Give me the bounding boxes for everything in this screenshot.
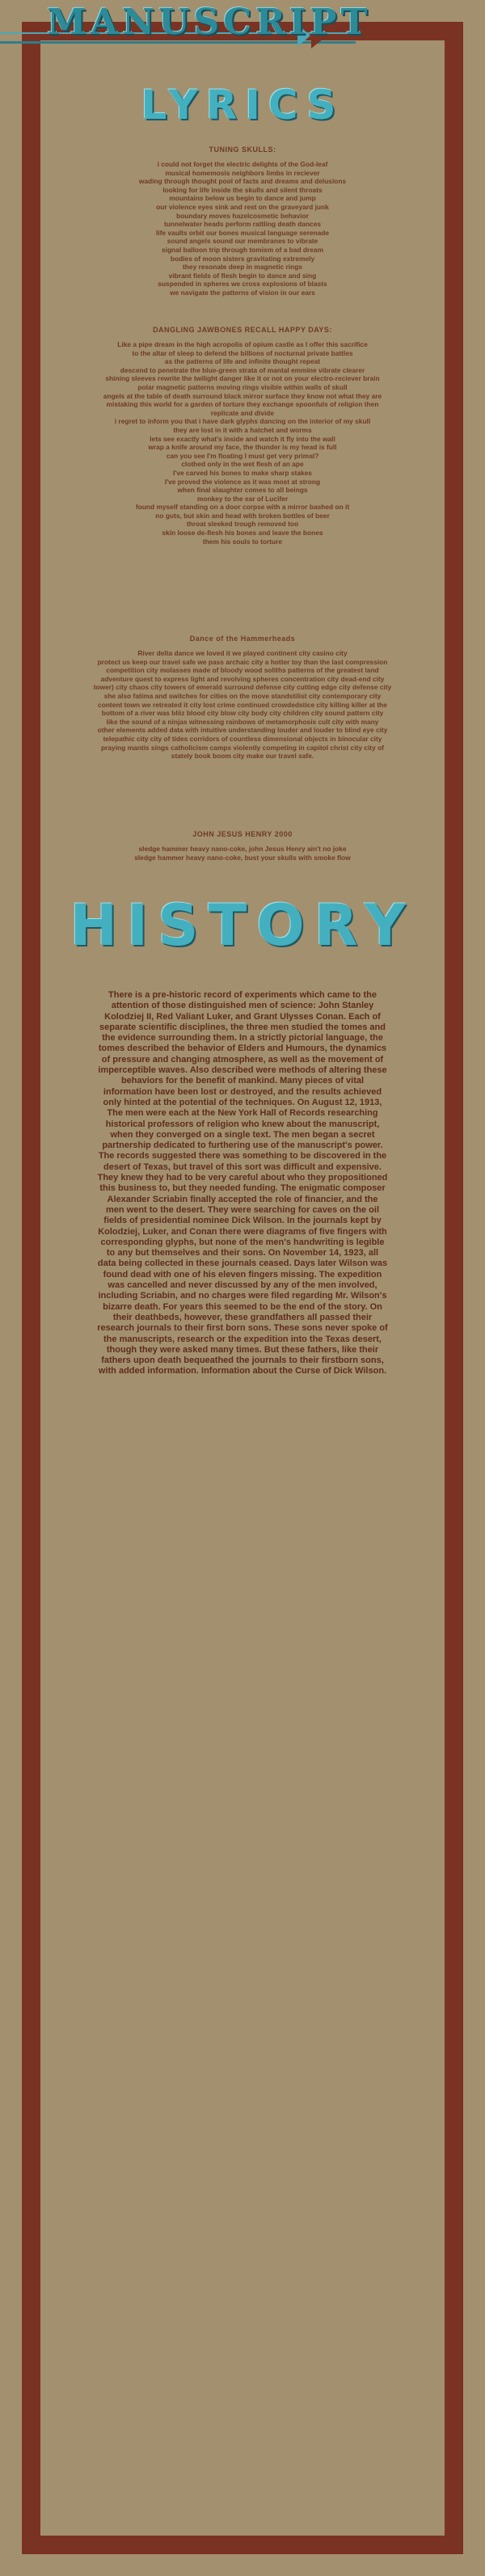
song-john-jesus-henry	[48, 830, 436, 862]
lyric-line: descend to penetrate the blue-green strata of mantal emmine vibrate clearer	[120, 365, 365, 374]
lyric-line: clothed only in the wet flesh of an ape	[181, 460, 304, 469]
lyric-line: protect us keep our travel safe we pass archaic city a hotter toy than the last compression	[97, 657, 388, 666]
lyric-line: shining sleeves rewrite the twilight danger like it or not on your electro-reciever brain	[105, 374, 380, 383]
lyric-line: angels at the table of death surround black mirror surface they know not what they are	[103, 391, 382, 400]
lyric-line: replicate and divide	[210, 408, 275, 417]
lyric-line: praying mantis sings catholicism camps violently competing in capitol christ city city of	[101, 743, 384, 752]
lyric-line: i regret to inform you that i have dark glyphs dancing on the interior of my skull	[114, 417, 371, 426]
lyric-line: polar magnetic patterns moving rings visible within walls of skull	[137, 382, 348, 391]
lyric-line: i could not forget the electric delights of the God-leaf	[157, 160, 328, 168]
song-title: TUNING SKULLS:	[209, 145, 276, 154]
lyric-line: them his souls to torture	[202, 537, 283, 546]
history-heading: HISTORY	[70, 892, 415, 959]
lyric-line: mistaking this world for a garden of torture they exchange spoonfuls of religion then	[106, 400, 379, 409]
lyric-line: Like a pipe dream in the high acropolis of opium castle as I offer this sacrifice	[117, 340, 368, 348]
lyric-line: signal balloon trip through tomism of a bad dream	[161, 245, 324, 254]
song-title: DANGLING JAWBONES RECALL HAPPY DAYS:	[153, 326, 332, 334]
lyric-line: lets see exactly what's inside and watch it fly into the wall	[150, 434, 335, 443]
lyric-line: other elements added data with intuitive understanding louder and louder to blind eye city	[97, 726, 388, 735]
lyric-line: I've carved his bones to make sharp stakes	[173, 468, 312, 477]
lyric-line: they are lost in it with a hatchet and worms	[173, 425, 312, 434]
lyric-line: stately book boom city make our travel safe.	[171, 752, 314, 761]
lyric-line: adventure quest to express light and revolving spheres concentration city dead-end city	[100, 674, 385, 683]
song-dance-hammerheads	[48, 635, 436, 761]
lyric-line: our violence eyes sink and rest on the graveyard junk	[156, 202, 329, 211]
lyric-line: found myself standing on a door corpse with a mirror bashed on it	[135, 503, 350, 512]
lyric-line: vibrant fields of flesh begin to dance and sing	[168, 271, 317, 280]
lyric-line: can you see I'm floating I must get very primal?	[166, 451, 319, 460]
lyric-line: competition city molasses made of bloody wood soliths patterns of the greatest land	[106, 666, 379, 675]
lyric-line: to the altar of sleep to defend the billions of nocturnal private battles	[132, 348, 353, 357]
lyric-line: life vaults orbit our bones musical language serenade	[155, 228, 330, 237]
lyric-line: wading through thought pool of facts and dreams and delusions	[138, 177, 347, 186]
history-text: There is a pre-historic record of experiments which came to the attention of those distinguished men of science: John Stanley Kolodziej II, Red Valiant Luker, and Grant Ulysses Conan. Each of separate scientific disciplines, the three men studied the tomes and the evidence surrounding them. In a strictly pictorial language, the tomes described the behavior of Elders and Humours, the dynamics of pressure and changing atmosphere, as well as the movement of imperceptible waves. Also described were methods of altering these behaviors for the benefit of mankind. Many pieces of vital information have been lost or destroyed, and the results achieved only hinted at the potential of the techniques. On August 12, 1913, The men were each at the New York Hall of Records researching historical professors of religion who knew about the manuscript, when they converged on a single text. The men began a secret partnership dedicated to furthering use of the manuscript's power. The records suggested there was something to be discovered in the desert of Texas, but travel of this sort was difficult and expensive. They knew they had to be very careful about who they propositioned this business to, but they needed funding. The enigmatic composer Alexander Scriabin finally accepted the role of financier, and the men went to the desert. They were searching for caves on the oil fields of presidential nominee Dick Wilson. In the journals kept by Kolodziej, Luker, and Conan there were diagrams of five fingers with corresponding glyphs, but none of the men's handwriting is legible to any but themselves and their sons. On November 14, 1923, all data being collected in these journals ceased. Days later Wilson was found dead with one of his eleven fingers missing. The expedition was cancelled and never discussed by any of the men involved, including Scriabin, and no charges were filed regarding Mr. Wilson's bizarre death. For years this seemed to be the end of the story. On their deathbeds, however, these grandfathers all passed their research journals to their first born sons. These sons never spoke of the manuscripts, research or the expedition into the Texas desert, though they were asked many times. But these fathers, like their fathers upon death bequeathed the journals to their firstborn sons, with added information. Information about the Curse of Dick Wilson.	[97, 990, 388, 1377]
song-lines	[48, 649, 436, 761]
lyric-line: mountains below us begin to dance and jump	[169, 194, 316, 203]
lyric-line: tunnelwater heads perform rattling death dances	[163, 220, 322, 229]
lyric-line: River delta dance we loved it we played continent city casino city	[137, 649, 348, 657]
lyric-line: tower) city chaos city towers of emerald surround defense city cutting edge city defense city	[93, 683, 392, 692]
lyric-line: musical homemosis neighbors limbs in reciever	[165, 168, 320, 177]
lyric-line: sound angels sound our membranes to vibrate	[167, 237, 318, 246]
lyric-line: sledge hammer heavy nano-coke, john Jesus Henry ain't no joke	[138, 845, 347, 853]
lyric-line: wrap a knife around my face, the thunder is my head is full	[148, 443, 337, 452]
lyric-line: I've proved the violence as it was most at strong	[164, 477, 321, 486]
lyric-line: no guts, but skin and head with broken bottles of beer	[155, 511, 330, 520]
lyric-line: as the patterns of life and infinite thought repeat	[164, 357, 321, 366]
lyric-line: skin loose de-flesh his bones and leave the bones	[162, 529, 323, 538]
song-lines	[48, 340, 436, 546]
lyric-line: she also fatima and switches for cities on the move standstilist city contemporary city	[103, 691, 382, 700]
song-title: Dance of the Hammerheads	[189, 635, 296, 643]
song-lines	[48, 160, 436, 297]
lyric-line: telepathic city city of tides corridors of countless dimensional objects in binocular city	[103, 734, 382, 743]
lyric-line: when final slaughter comes to all beings	[177, 486, 308, 495]
lyric-line: we navigate the patterns of vision in our ears	[170, 288, 315, 297]
lyric-line: throat sleeked trough removed too	[186, 520, 299, 529]
lyrics-heading: LYRICS	[141, 82, 344, 129]
song-lines	[48, 845, 436, 862]
lyric-line: boundary moves hazelcosmetic behavior	[176, 211, 309, 220]
lyric-line: looking for life inside the skulls and silent throats	[162, 185, 323, 194]
lyric-line: sledge hammer heavy nano-coke, bust your skulls with smoke flow	[134, 853, 351, 862]
lyric-line: bottom of a river was bliiz blood city blow city body city children city sound pattern city	[101, 709, 384, 718]
song-title: JOHN JESUS HENRY 2000	[192, 830, 293, 838]
page-title: MANUSCRIPT	[47, 2, 372, 43]
lyric-line: content town we retreated it city lost crime continued crowdedstice city killing killer at the	[98, 700, 387, 709]
lyric-line: monkey to the ear of Lucifer	[196, 494, 289, 503]
lyric-line: they resonate deep in magnetic rings	[183, 263, 302, 272]
song-tuning-skulls	[48, 145, 436, 297]
song-dangling-jawbones	[48, 326, 436, 546]
lyric-line: like the sound of a ninjas witnessing rainbows of metamorphosis cult city with many	[106, 717, 379, 726]
lyric-line: bodies of moon sisters gravitating extremely	[170, 254, 315, 263]
lyric-line: suspended in spheres we cross explosions of blasts	[158, 280, 327, 289]
